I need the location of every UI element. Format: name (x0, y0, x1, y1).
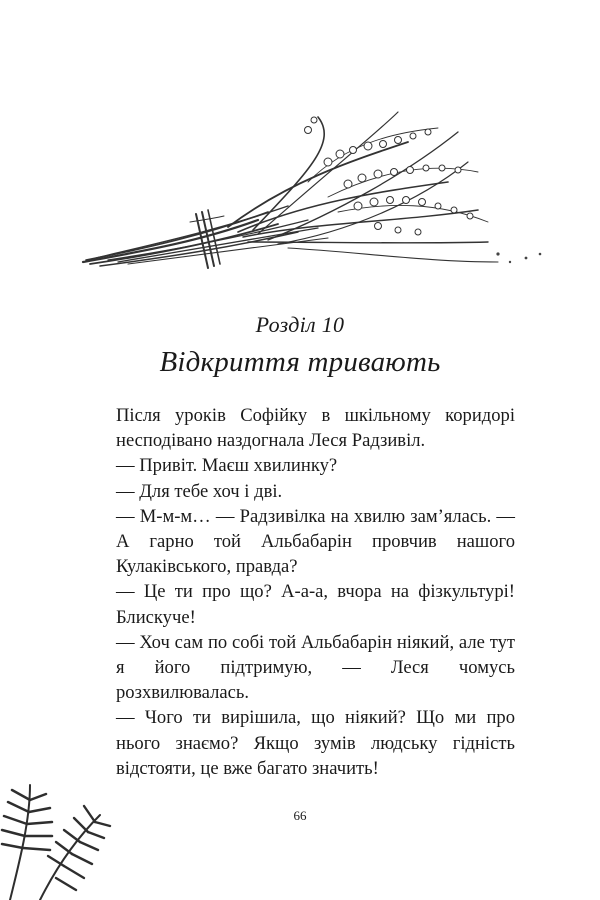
paragraph: — М-м-м… — Радзивілка на хвилю зам’ялась. — А гарно той Альбабарін провчив нашого Кулаківського, правда? (116, 505, 515, 578)
paragraph: — Чого ти вирішила, що ніякий? Що ми про нього знаємо? Якщо зумів людську гідність відстояти, це вже багато значить! (116, 707, 515, 779)
paragraph: — Хоч сам по собі той Альбабарін ніякий, але тут я його підтримую, — Леся чомусь розхвилювалась. (116, 631, 515, 704)
paragraph: Після уроків Софійку в шкільному коридорі несподівано наздогнала Леся Радзивіл. (116, 405, 515, 452)
chapter-label: Розділ 10 (255, 312, 345, 337)
lily-of-the-valley-bouquet-icon (78, 102, 548, 282)
chapter-title: Відкриття тривають (159, 346, 441, 378)
paragraph: — Для тебе хоч і дві. (116, 480, 283, 502)
fern-leaf-icon (0, 780, 120, 900)
paragraph: — Привіт. Маєш хвилинку? (116, 455, 338, 477)
paragraph: — Це ти про що? А-а-а, вчора на фізкультурі! Блискуче! (116, 581, 515, 628)
page-number: 66 (293, 808, 307, 823)
body-text (116, 403, 515, 781)
